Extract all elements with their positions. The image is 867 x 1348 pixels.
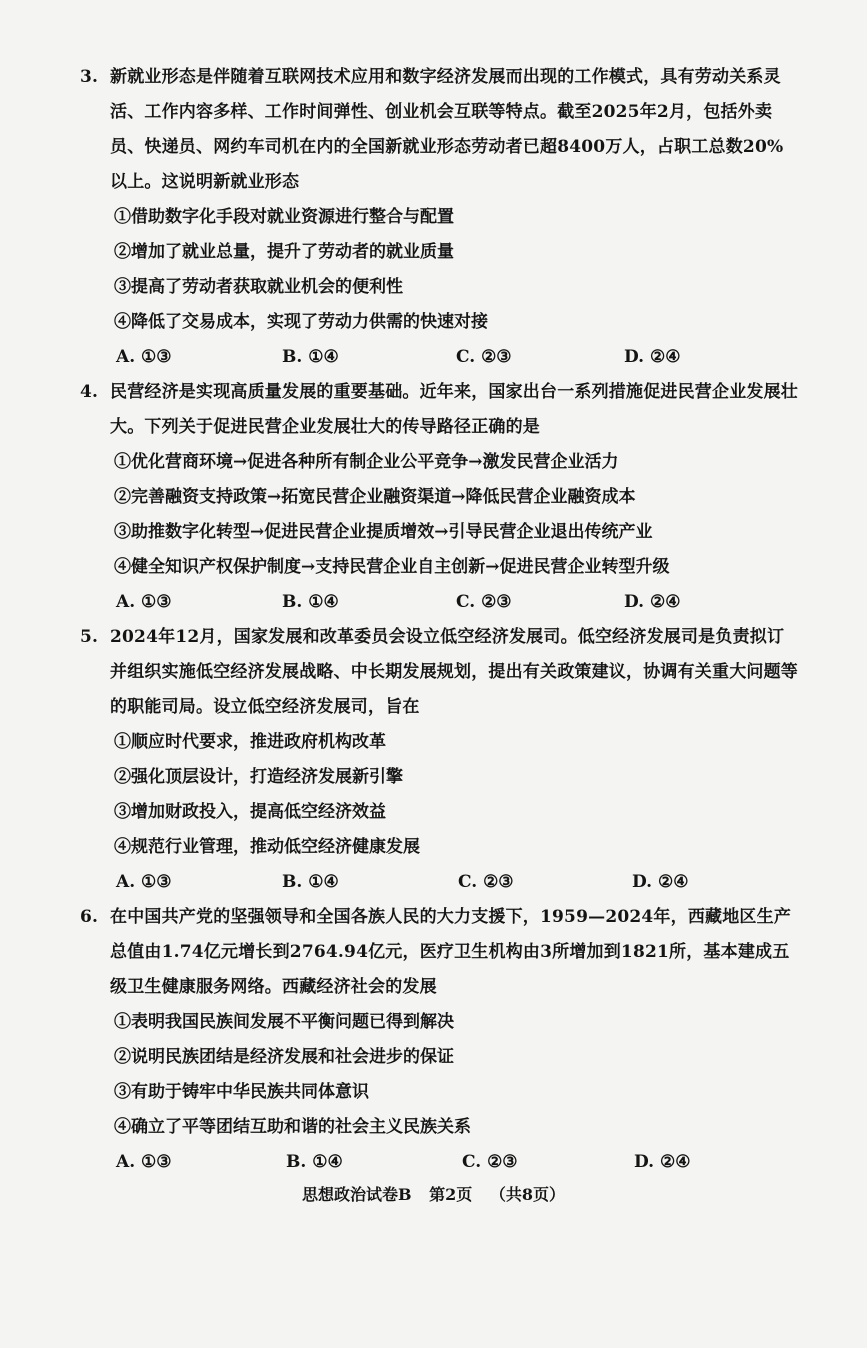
footer-subject: 思想政治试卷B — [302, 1185, 412, 1204]
choice-a: A. ①③ — [116, 1152, 172, 1172]
statement-3: ③提高了劳动者获取就业机会的便利性 — [114, 277, 403, 297]
choice-a: A. ①③ — [116, 347, 172, 367]
footer-page-number: 第2页 — [429, 1185, 473, 1204]
choice-d: D. ②④ — [632, 872, 689, 892]
choice-b: B. ①④ — [282, 872, 339, 892]
page-footer — [0, 1180, 867, 1210]
statement-4: ④降低了交易成本，实现了劳动力供需的快速对接 — [114, 312, 488, 332]
question-6 — [0, 900, 867, 1180]
statement-1: ①表明我国民族间发展不平衡问题已得到解决 — [114, 1012, 454, 1032]
statement-1: ①顺应时代要求，推进政府机构改革 — [114, 732, 386, 752]
choice-b: B. ①④ — [282, 592, 339, 612]
choice-d: D. ②④ — [624, 347, 681, 367]
statement-2: ②完善融资支持政策→拓宽民营企业融资渠道→降低民营企业融资成本 — [114, 487, 636, 507]
statement-1: ①借助数字化手段对就业资源进行整合与配置 — [114, 207, 454, 227]
question-stem-text: 2024年12月，国家发展和改革委员会设立低空经济发展司。低空经济发展司是负责拟订并组织实施低空经济发展战略、中长期发展规划，提出有关政策建议，协调有关重大问题等的职能司局。设立低空经济发展司，旨在 — [110, 627, 798, 717]
choice-a: A. ①③ — [116, 872, 172, 892]
question-number: 6. — [80, 907, 99, 927]
question-4 — [0, 375, 867, 620]
statement-3: ③有助于铸牢中华民族共同体意识 — [114, 1082, 369, 1102]
choice-d: D. ②④ — [634, 1152, 691, 1172]
answer-choices — [116, 865, 867, 900]
choice-c: C. ②③ — [456, 347, 512, 367]
choice-c: C. ②③ — [462, 1152, 518, 1172]
answer-choices — [116, 340, 867, 375]
statement-4: ④规范行业管理，推动低空经济健康发展 — [114, 837, 420, 857]
question-number: 5. — [80, 627, 99, 647]
answer-choices — [116, 585, 867, 620]
statement-4: ④确立了平等团结互助和谐的社会主义民族关系 — [114, 1117, 471, 1137]
statement-4: ④健全知识产权保护制度→支持民营企业自主创新→促进民营企业转型升级 — [114, 557, 670, 577]
choice-b: B. ①④ — [282, 347, 339, 367]
choice-b: B. ①④ — [286, 1152, 343, 1172]
choice-c: C. ②③ — [456, 592, 512, 612]
question-3 — [0, 60, 867, 375]
question-number: 4. — [80, 382, 99, 402]
question-stem-text: 民营经济是实现高质量发展的重要基础。近年来，国家出台一系列措施促进民营企业发展壮大。下列关于促进民营企业发展壮大的传导路径正确的是 — [110, 382, 798, 437]
statement-2: ②强化顶层设计，打造经济发展新引擎 — [114, 767, 403, 787]
choice-a: A. ①③ — [116, 592, 172, 612]
question-stem-text: 新就业形态是伴随着互联网技术应用和数字经济发展而出现的工作模式，具有劳动关系灵活、工作内容多样、工作时间弹性、创业机会互联等特点。截至2025年2月，包括外卖员、快递员、网约车司机在内的全国新就业形态劳动者已超8400万人，占职工总数20%以上。这说明新就业形态 — [110, 67, 784, 192]
statement-3: ③助推数字化转型→促进民营企业提质增效→引导民营企业退出传统产业 — [114, 522, 653, 542]
choice-c: C. ②③ — [458, 872, 514, 892]
question-number: 3. — [80, 67, 99, 87]
question-5 — [0, 620, 867, 900]
statement-3: ③增加财政投入，提高低空经济效益 — [114, 802, 386, 822]
question-stem — [80, 60, 800, 200]
statement-1: ①优化营商环境→促进各种所有制企业公平竞争→激发民营企业活力 — [114, 452, 619, 472]
question-stem-text: 在中国共产党的坚强领导和全国各族人民的大力支援下，1959—2024年，西藏地区生产总值由1.74亿元增长到2764.94亿元，医疗卫生机构由3所增加到1821所，基本建成五级卫生健康服务网络。西藏经济社会的发展 — [110, 907, 792, 997]
answer-choices — [116, 1145, 867, 1180]
choice-d: D. ②④ — [624, 592, 681, 612]
statement-2: ②增加了就业总量，提升了劳动者的就业质量 — [114, 242, 454, 262]
question-stem — [80, 900, 800, 1005]
footer-total-pages: （共8页） — [489, 1185, 565, 1204]
question-stem — [80, 375, 800, 445]
statement-2: ②说明民族团结是经济发展和社会进步的保证 — [114, 1047, 454, 1067]
question-stem — [80, 620, 800, 725]
